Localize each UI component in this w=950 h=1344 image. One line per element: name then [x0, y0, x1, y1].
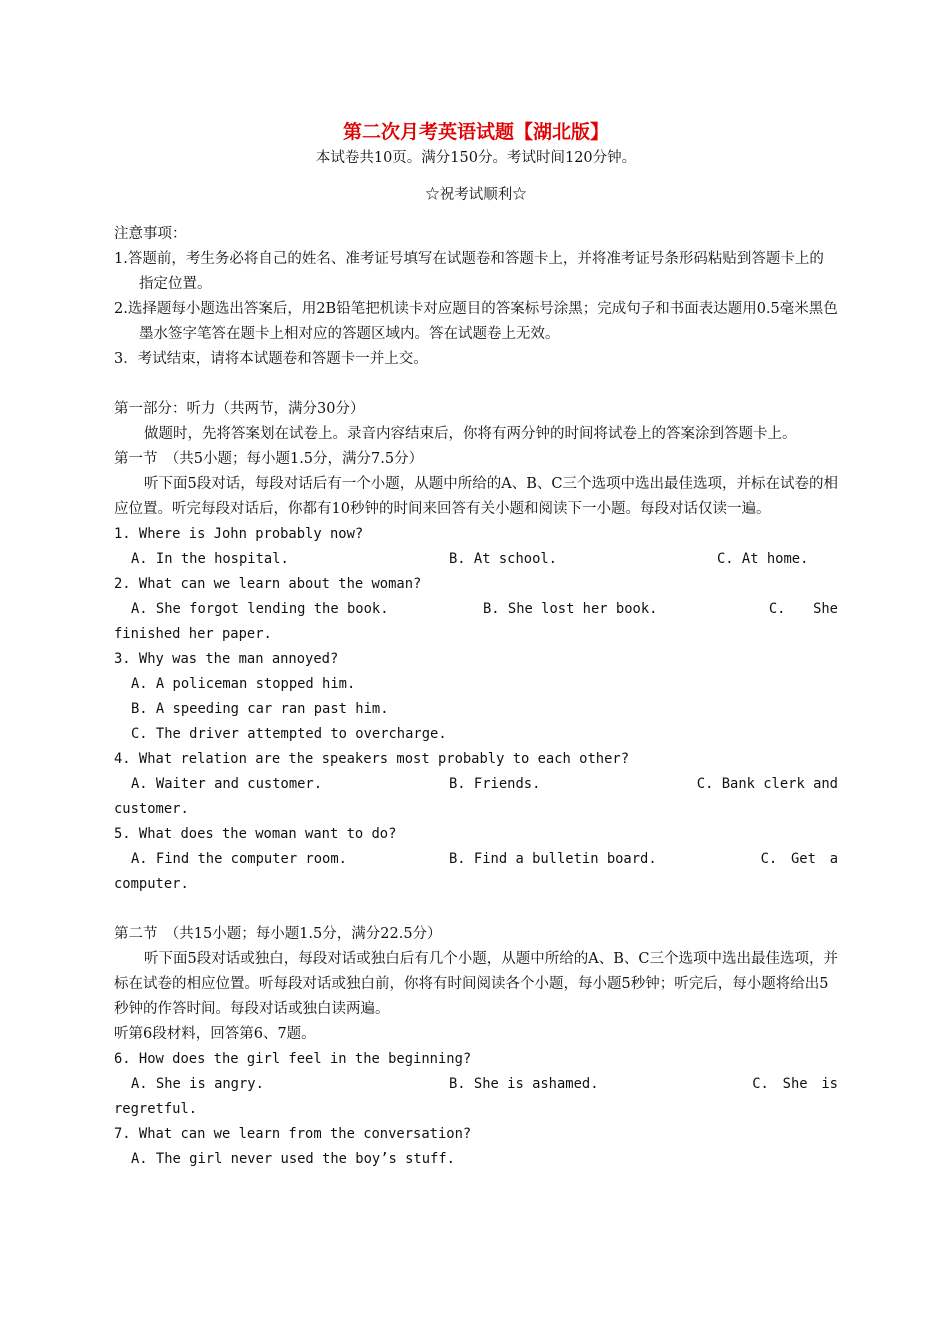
notes-heading: 注意事项：: [114, 226, 187, 242]
question-7: [114, 1122, 838, 1172]
option-a: A. She forgot lending the book.: [131, 601, 389, 617]
option-b: B. Friends.: [449, 776, 541, 792]
question-stem: 2. What can we learn about the woman?: [114, 576, 422, 592]
part1-intro: 做题时，先将答案划在试卷上。录音内容结束后，你将有两分钟的时间将试卷上的答案涂到答题卡上。: [144, 426, 797, 442]
section1-heading: 第一节 （共5小题；每小题1.5分，满分7.5分）: [114, 451, 424, 467]
option-b: B. She lost her book.: [483, 601, 658, 617]
exam-page: [114, 118, 838, 1172]
option-a: A. In the hospital.: [131, 551, 289, 567]
question-stem: 7. What can we learn from the conversation?: [114, 1126, 472, 1142]
option-b: B. She is ashamed.: [449, 1076, 599, 1092]
question-3: [114, 647, 838, 747]
option-c-continued: regretful.: [114, 1101, 198, 1117]
question-stem: 4. What relation are the speakers most probably to each other?: [114, 751, 629, 767]
option-c-continued: finished her paper.: [114, 626, 272, 642]
exam-info: 本试卷共10页。满分150分。考试时间120分钟。: [315, 150, 637, 166]
question-6: [114, 1047, 838, 1122]
part1-heading: 第一部分：听力（共两节，满分30分）: [114, 401, 365, 417]
option-a: A. A policeman stopped him.: [131, 676, 356, 692]
option-c: C. At home.: [717, 551, 809, 567]
note-item: 3．考试结束，请将本试题卷和答题卡一并上交。: [114, 351, 428, 367]
option-c-continued: customer.: [114, 801, 189, 817]
note-item: 2.选择题每小题选出答案后，用2B铅笔把机读卡对应题目的答案标号涂黑；完成句子和书面表达题用0.5毫米黑色墨水签字笔答在题卡上相对应的答题区域内。答在试题卷上无效。: [114, 301, 838, 342]
question-5: [114, 822, 838, 897]
question-stem: 6. How does the girl feel in the beginning?: [114, 1051, 472, 1067]
option-c: C. Get a: [760, 851, 838, 867]
question-stem: 5. What does the woman want to do?: [114, 826, 397, 842]
note-item: 1.答题前，考生务必将自己的姓名、准考证号填写在试题卷和答题卡上，并将准考证号条形码粘贴到答题卡上的指定位置。: [114, 251, 824, 292]
page-title: 第二次月考英语试题【湖北版】: [342, 121, 609, 143]
section2-intro: 听下面5段对话或独白，每段对话或独白后有几个小题，从题中所给的A、B、C三个选项中选出最佳选项，并标在试卷的相应位置。听每段对话或独白前，你将有时间阅读各个小题，每小题5秒钟；听完后，每小题将给出5秒钟的作答时间。每段对话或独白读两遍。: [114, 951, 838, 1017]
question-4: [114, 747, 838, 822]
option-a: A. Waiter and customer.: [131, 776, 323, 792]
question-stem: 3. Why was the man annoyed?: [114, 651, 339, 667]
good-luck-line: ☆祝考试顺利☆: [425, 187, 527, 203]
option-a: A. She is angry.: [131, 1076, 264, 1092]
section2-heading: 第二节 （共15小题；每小题1.5分，满分22.5分）: [114, 926, 442, 942]
option-b: B. At school.: [449, 551, 557, 567]
question-stem: 1. Where is John probably now?: [114, 526, 364, 542]
option-c-continued: computer.: [114, 876, 189, 892]
option-c: C. She: [768, 601, 838, 617]
option-c: C. Bank clerk and: [696, 776, 838, 792]
option-c: C. The driver attempted to overcharge.: [131, 726, 447, 742]
option-a: A. Find the computer room.: [131, 851, 347, 867]
option-c: C. She is: [752, 1076, 838, 1092]
section1-intro: 听下面5段对话，每段对话后有一个小题，从题中所给的A、B、C三个选项中选出最佳选项，并标在试卷的相应位置。听完每段对话后，你都有10秒钟的时间来回答有关小题和阅读下一小题。每段对话仅读一遍。: [114, 476, 838, 517]
option-b: B. Find a bulletin board.: [449, 851, 657, 867]
question-1: [114, 522, 838, 572]
option-b: B. A speeding car ran past him.: [131, 701, 389, 717]
material-instruction: 听第6段材料，回答第6、7题。: [114, 1026, 316, 1042]
option-a: A. The girl never used the boy’s stuff.: [131, 1151, 455, 1167]
question-2: [114, 572, 838, 647]
